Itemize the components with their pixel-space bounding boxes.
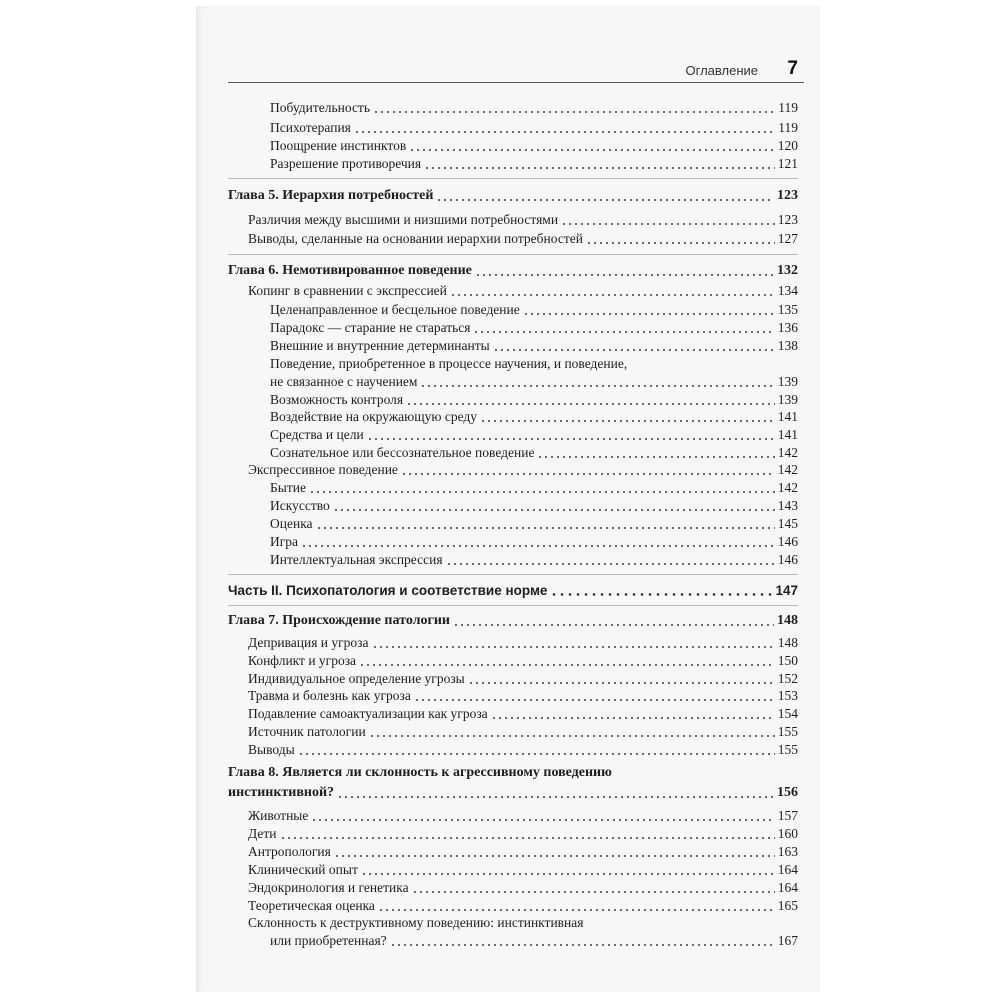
toc-title: Конфликт и угроза	[248, 653, 357, 668]
dot-leader	[586, 242, 775, 244]
toc-title: Депривация и угроза	[248, 635, 369, 650]
dot-leader	[453, 624, 774, 626]
toc-chapter-6[interactable]	[228, 261, 798, 281]
dot-leader	[354, 131, 775, 133]
toc-page-number: 141	[777, 409, 798, 424]
toc-page-number: 155	[777, 742, 798, 757]
toc-title: Разрешение противоречия	[270, 156, 422, 171]
header-rule	[228, 82, 804, 83]
toc-title: Воздействие на окружающую среду	[270, 409, 478, 424]
toc-entry[interactable]	[248, 842, 798, 862]
toc-title: не связанное с научением	[270, 374, 418, 389]
toc-title: Экспрессивное поведение	[248, 462, 398, 477]
dot-leader	[309, 491, 775, 493]
dot-leader	[537, 456, 774, 458]
toc-title: Дети	[248, 826, 277, 841]
toc-entry[interactable]	[270, 118, 798, 138]
toc-title: Выводы	[248, 742, 295, 757]
toc-entry[interactable]	[248, 824, 798, 844]
toc-title: Сознательное или бессознательное поведение	[270, 445, 535, 460]
toc-page-number: 127	[777, 231, 798, 246]
toc-title: Клинический опыт	[248, 862, 358, 877]
dot-leader	[424, 167, 775, 169]
toc-entry[interactable]	[270, 496, 798, 516]
toc-entry[interactable]	[248, 860, 798, 880]
toc-title: Побудительность	[270, 100, 370, 115]
toc-page-number: 139	[777, 374, 798, 389]
toc-page-number: 142	[777, 445, 798, 460]
toc-title: Поощрение инстинктов	[270, 138, 407, 153]
running-head	[228, 60, 798, 82]
toc-entry[interactable]	[248, 229, 798, 249]
dot-leader	[409, 149, 775, 151]
toc-part-2[interactable]	[228, 581, 798, 601]
toc-page-number: 148	[777, 613, 798, 628]
toc-entry[interactable]	[270, 478, 798, 498]
dot-leader	[280, 837, 775, 839]
dot-leader	[450, 294, 775, 296]
toc-title: Глава 5. Иерархия потребностей	[228, 188, 434, 203]
dot-leader	[378, 909, 775, 911]
toc-page-number: 155	[777, 724, 798, 739]
dot-leader	[337, 796, 774, 798]
section-divider	[228, 605, 798, 606]
toc-title: инстинктивной?	[228, 785, 335, 800]
toc-page-number: 157	[777, 808, 798, 823]
toc-page-number: 167	[777, 933, 798, 948]
toc-page-number: 156	[777, 785, 798, 800]
dot-leader	[468, 682, 775, 684]
toc-entry[interactable]	[248, 460, 798, 480]
section-divider	[228, 178, 798, 179]
section-divider	[228, 254, 798, 255]
toc-title: Глава 6. Немотивированное поведение	[228, 263, 472, 278]
dot-leader	[493, 349, 775, 351]
toc-title: Эндокринология и генетика	[248, 880, 409, 895]
toc-title: Копинг в сравнении с экспрессией	[248, 283, 447, 298]
dot-leader	[561, 223, 775, 225]
toc-entry-line[interactable]: Склонность к деструктивному поведению: инстинктивная	[248, 915, 584, 930]
dot-leader	[401, 473, 775, 475]
toc-page-number: 136	[777, 320, 798, 335]
toc-page-number: 135	[777, 302, 798, 317]
toc-title: Различия между высшими и низшими потребностями	[248, 212, 559, 227]
dot-leader	[373, 111, 775, 113]
toc-title: или приобретенная?	[270, 933, 387, 948]
toc-page-number: 132	[777, 263, 798, 278]
toc-page-number: 145	[777, 516, 798, 531]
toc-title: Искусство	[270, 498, 330, 513]
toc-entry[interactable]	[248, 722, 798, 742]
dot-leader	[414, 699, 775, 701]
toc-entry[interactable]	[270, 407, 798, 427]
toc-page-number: 164	[777, 862, 798, 877]
dot-leader	[473, 331, 774, 333]
toc-entry[interactable]	[248, 210, 798, 230]
toc-title: Интеллектуальная экспрессия	[270, 552, 443, 567]
toc-entry[interactable]	[270, 550, 798, 570]
toc-entry[interactable]	[270, 154, 798, 174]
toc-title: Внешние и внутренние детерминанты	[270, 338, 490, 353]
dot-leader	[491, 717, 775, 719]
toc-page-number: 164	[777, 880, 798, 895]
toc-entry[interactable]	[248, 651, 798, 671]
dot-leader	[446, 563, 775, 565]
toc-page-number: 123	[777, 212, 798, 227]
page-number: 7	[787, 58, 798, 79]
toc-chapter-5[interactable]	[228, 186, 798, 206]
toc-chapter-7[interactable]	[228, 611, 798, 631]
toc-title: Бытие	[270, 480, 306, 495]
toc-entry[interactable]	[248, 740, 798, 760]
toc-page-number: 147	[775, 583, 798, 598]
dot-leader	[334, 855, 775, 857]
toc-page-number: 139	[777, 392, 798, 407]
toc-title: Возможность контроля	[270, 392, 404, 407]
toc-page-number: 160	[777, 826, 798, 841]
toc-page-number: 146	[777, 534, 798, 549]
toc-title: Подавление самоактуализации как угроза	[248, 706, 488, 721]
toc-title: Индивидуальное определение угрозы	[248, 671, 465, 686]
dot-leader	[390, 944, 775, 946]
dot-leader	[367, 438, 775, 440]
dot-leader	[523, 313, 775, 315]
toc-page-number: 146	[777, 552, 798, 567]
toc-page-number: 142	[777, 462, 798, 477]
dot-leader	[475, 274, 774, 276]
toc-entry[interactable]	[270, 931, 798, 951]
dot-leader	[301, 545, 775, 547]
dot-leader	[412, 891, 775, 893]
toc-page-number: 119	[778, 100, 798, 115]
toc-page-number: 163	[777, 844, 798, 859]
toc-title: Антропология	[248, 844, 331, 859]
dot-leader	[298, 753, 775, 755]
toc-page-number: 119	[778, 120, 798, 135]
toc-title: Теоретическая оценка	[248, 898, 375, 913]
toc-entry[interactable]	[270, 318, 798, 338]
toc-entry[interactable]	[248, 806, 798, 826]
toc-page-number: 141	[777, 427, 798, 442]
dot-leader	[550, 593, 772, 596]
toc-entry[interactable]	[248, 704, 798, 724]
dot-leader	[420, 385, 774, 387]
toc-page-number: 121	[777, 156, 798, 171]
toc-entry[interactable]	[270, 98, 798, 118]
toc-entry[interactable]	[248, 686, 798, 706]
section-divider	[228, 574, 798, 575]
toc-title: Источник патологии	[248, 724, 366, 739]
toc-title: Парадокс — старание не стараться	[270, 320, 471, 335]
toc-entry[interactable]	[270, 336, 798, 356]
dot-leader	[361, 873, 775, 875]
toc-entry[interactable]	[248, 281, 798, 301]
dot-leader	[359, 664, 775, 666]
toc-entry[interactable]	[248, 633, 798, 653]
running-title: Оглавление	[685, 63, 758, 78]
toc-page-number: 152	[777, 671, 798, 686]
toc-chapter-8-line[interactable]: Глава 8. Является ли склонность к агрессивному поведению	[228, 765, 612, 780]
toc-entry[interactable]	[270, 300, 798, 320]
dot-leader	[316, 527, 775, 529]
toc-title: Психотерапия	[270, 120, 351, 135]
dot-leader	[480, 420, 775, 422]
dot-leader	[311, 819, 774, 821]
toc-chapter-8[interactable]	[228, 783, 798, 803]
toc-title: Травма и болезнь как угроза	[248, 688, 411, 703]
toc-entry-line[interactable]: Поведение, приобретенное в процессе научения, и поведение,	[270, 356, 628, 371]
toc-page-number: 134	[777, 283, 798, 298]
toc-page-number: 165	[777, 898, 798, 913]
toc-entry[interactable]	[248, 878, 798, 898]
dot-leader	[333, 509, 775, 511]
toc-title: Выводы, сделанные на основании иерархии потребностей	[248, 231, 583, 246]
toc-page-number: 153	[777, 688, 798, 703]
toc-entry[interactable]	[270, 425, 798, 445]
toc-page-number: 154	[777, 706, 798, 721]
toc-title: Оценка	[270, 516, 313, 531]
toc-page-number: 120	[777, 138, 798, 153]
toc-title: Часть II. Психопатология и соответствие норме	[228, 583, 548, 598]
dot-leader	[406, 403, 775, 405]
toc-title: Глава 7. Происхождение патологии	[228, 613, 450, 628]
toc-page-number: 123	[777, 188, 798, 203]
toc-entry[interactable]	[270, 136, 798, 156]
toc-entry[interactable]	[270, 372, 798, 392]
toc-title: Животные	[248, 808, 309, 823]
dot-leader	[369, 735, 775, 737]
toc-page-number: 150	[777, 653, 798, 668]
toc-page-number: 148	[777, 635, 798, 650]
toc-entry[interactable]	[270, 514, 798, 534]
toc-page-number: 142	[777, 480, 798, 495]
dot-leader	[372, 646, 775, 648]
toc-title: Игра	[270, 534, 299, 549]
dot-leader	[436, 199, 774, 201]
toc-title: Средства и цели	[270, 427, 364, 442]
toc-title: Целенаправленное и бесцельное поведение	[270, 302, 520, 317]
toc-page-number: 143	[777, 498, 798, 513]
toc-page-number: 138	[777, 338, 798, 353]
toc-entry[interactable]	[270, 532, 798, 552]
